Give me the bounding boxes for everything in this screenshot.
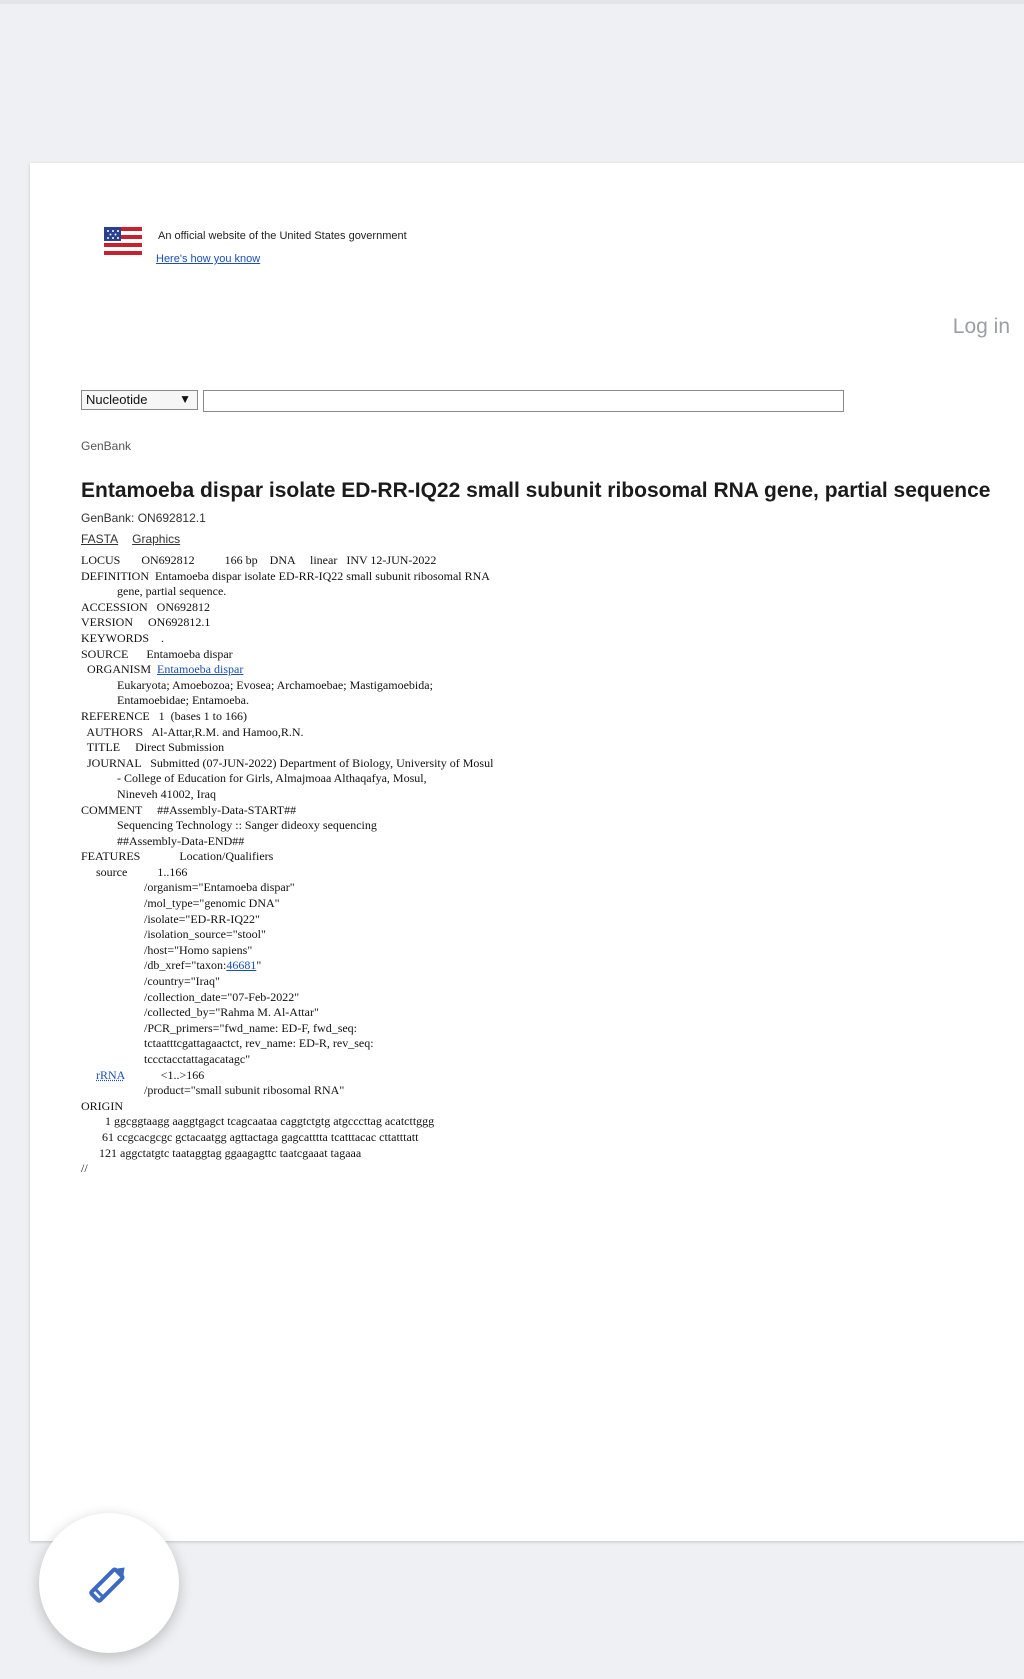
fasta-link[interactable]: FASTA bbox=[81, 532, 119, 546]
view-links bbox=[81, 532, 194, 546]
genbank-record bbox=[81, 553, 493, 1177]
page-card bbox=[30, 163, 1024, 1541]
heres-how-you-know-link[interactable]: Here's how you know bbox=[156, 253, 261, 265]
reference-block: REFERENCE 1 (bases 1 to 166) AUTHORS Al-Attar,R.M. and Hamoo,R.N. TITLE Direct Submission JOURNAL Submitted (07-JUN-2022) Department of Biology, University of Mosul - College of Education for Girls, Almajmoaa Althaqafya, Mosul, Nineveh 41002, Iraq bbox=[81, 708, 494, 801]
pencil-icon bbox=[81, 1555, 137, 1611]
source-field: SOURCE Entamoeba dispar bbox=[81, 646, 233, 661]
features-block-continued: " /country="Iraq" /collection_date="07-Feb-2022" /collected_by="Rahma M. Al-Attar" /PCR_primers="fwd_name: ED-F, fwd_seq: tctaatttcgattagaactct, rev_name: ED-R, rev_seq: tccctacctattagacatagc" bbox=[144, 958, 374, 1066]
accession-field: ACCESSION ON692812 bbox=[81, 599, 211, 614]
organism-label: ORGANISM bbox=[81, 662, 158, 677]
breadcrumb: GenBank bbox=[81, 439, 132, 453]
features-block: FEATURES Location/Qualifiers source 1..166 /organism="Entamoeba dispar" /mol_type="genomic DNA" /isolate="ED-RR-IQ22" /isolation_source="stool" /host="Homo sapiens" /db_xref="taxon: bbox=[81, 849, 295, 973]
organism-link[interactable]: Entamoeba dispar bbox=[157, 662, 244, 677]
gov-banner-text: An official website of the United States government bbox=[158, 230, 407, 242]
dropdown-arrow-icon: ▼ bbox=[179, 392, 191, 406]
window-top-edge bbox=[0, 0, 1024, 4]
version-field: VERSION ON692812.1 bbox=[81, 615, 211, 630]
page-title: Entamoeba dispar isolate ED-RR-IQ22 small subunit ribosomal RNA gene, partial sequence bbox=[81, 479, 991, 502]
origin-sequence: ORIGIN 1 ggcggtaagg aaggtgagct tcagcaataa caggtctgtg atgcccttag acatcttggg 61 ccgcacgcgc gctacaatgg agttactaga gagcatttta tcatttacac cttatttatt 121 aggctatgtc taataggtag ggaagagttc taatcgaaat tagaaa // bbox=[81, 1098, 435, 1176]
rrna-feature-details: <1..>166 /product="small subunit ribosomal RNA" bbox=[144, 1067, 345, 1098]
us-flag-icon bbox=[104, 227, 142, 255]
search-input[interactable] bbox=[203, 390, 844, 412]
edit-fab-button[interactable] bbox=[39, 1513, 179, 1653]
graphics-link[interactable]: Graphics bbox=[132, 532, 181, 546]
database-select[interactable] bbox=[81, 390, 198, 410]
rrna-feature-link[interactable]: rRNA bbox=[96, 1067, 125, 1082]
comment-block: COMMENT ##Assembly-Data-START## Sequencing Technology :: Sanger dideoxy sequencing ##Assembly-Data-END## bbox=[81, 802, 377, 848]
taxon-link[interactable]: 46681 bbox=[226, 958, 257, 973]
accession-line: GenBank: ON692812.1 bbox=[81, 511, 206, 525]
locus-line: LOCUS ON692812 166 bp DNA linear INV 12-JUN-2022 bbox=[81, 553, 437, 567]
keywords-field: KEYWORDS . bbox=[81, 630, 164, 645]
definition-line: DEFINITION Entamoeba dispar isolate ED-RR-IQ22 small subunit ribosomal RNA gene, partial sequence. bbox=[81, 568, 490, 599]
login-link[interactable]: Log in bbox=[952, 315, 1010, 338]
lineage-text: Eukaryota; Amoebozoa; Evosea; Archamoebae; Mastigamoebida; Entamoebidae; Entamoeba. bbox=[117, 677, 433, 708]
database-select-value: Nucleotide bbox=[86, 392, 148, 407]
